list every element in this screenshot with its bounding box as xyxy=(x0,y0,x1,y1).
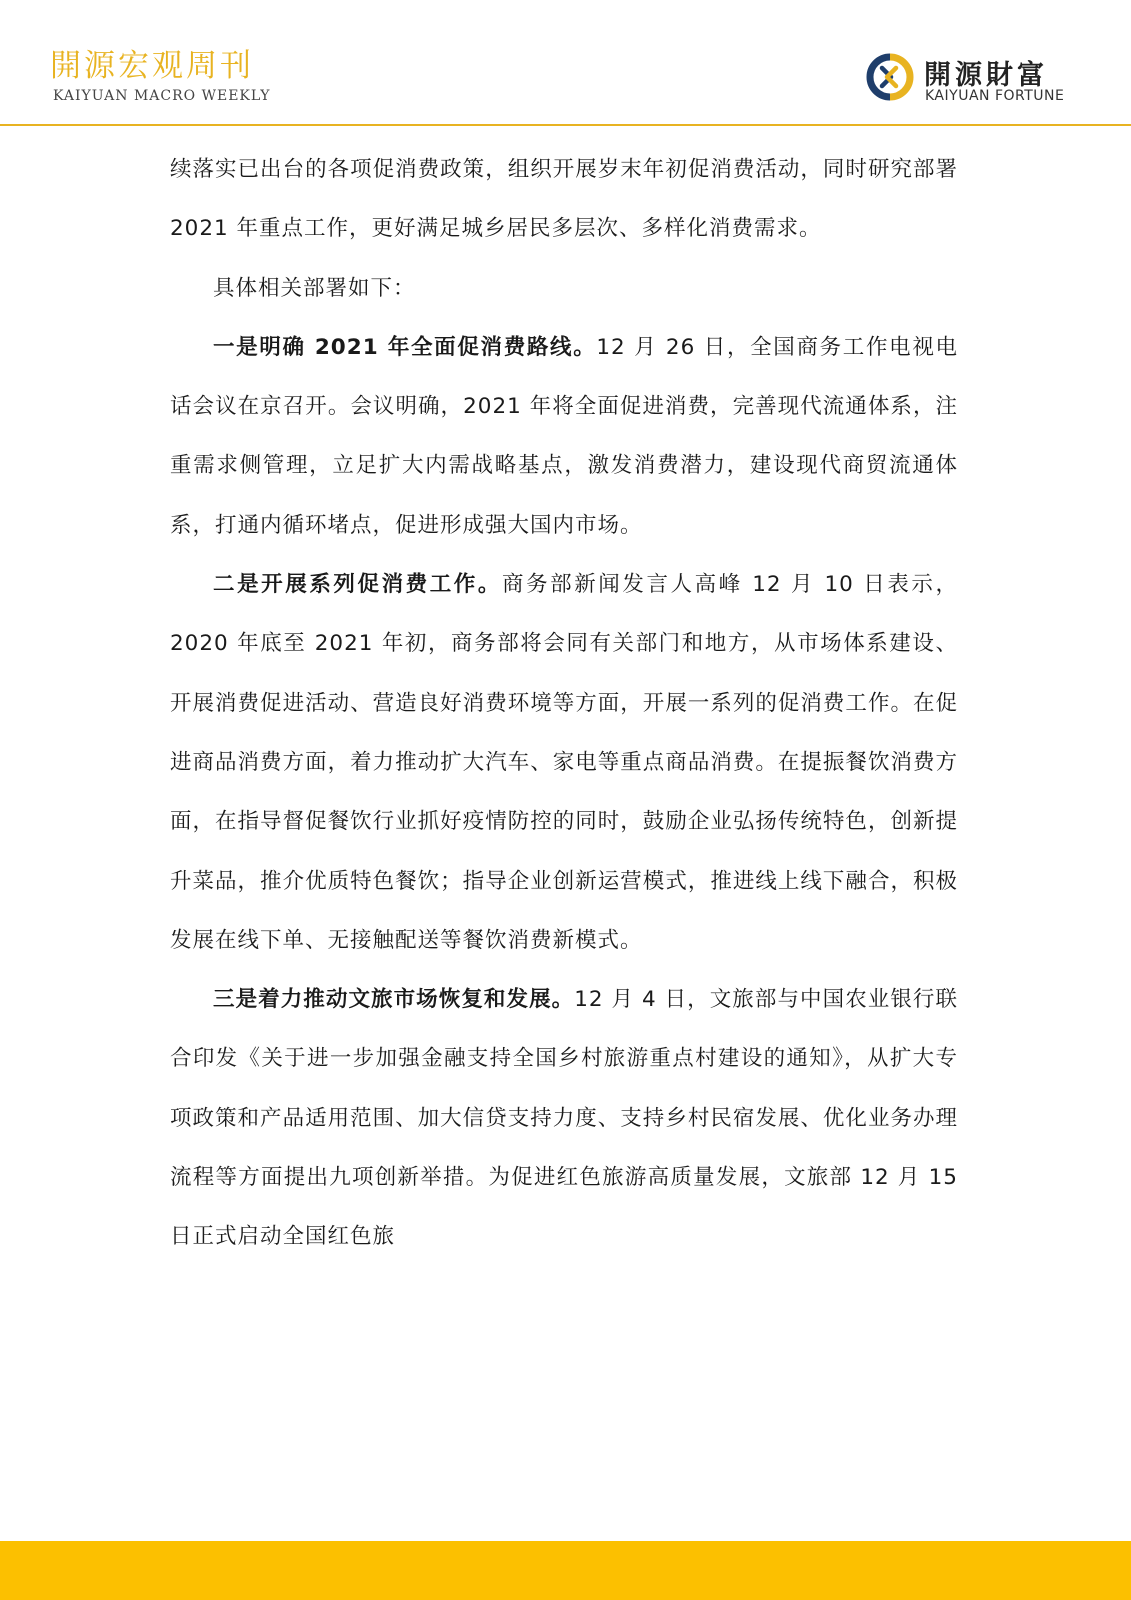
paragraph-continuation: 续落实已出台的各项促消费政策，组织开展岁末年初促消费活动，同时研究部署 2021 年重点工作，更好满足城乡居民多层次、多样化消费需求。 xyxy=(170,157,958,242)
header-divider xyxy=(0,124,1131,126)
paragraph-point-2 xyxy=(170,555,958,970)
page-header xyxy=(0,0,1131,126)
paragraph-point-3 xyxy=(170,970,958,1266)
footer-bar xyxy=(0,1541,1131,1600)
kaiyuan-logo-icon xyxy=(866,53,914,101)
logo-name-cn: 開源財富 xyxy=(924,60,1048,91)
logo-name-en: KAIYUAN FORTUNE xyxy=(925,88,1065,104)
company-logo xyxy=(866,50,1106,110)
point-1-heading: 一是明确 2021 年全面促消费路线。 xyxy=(213,334,597,360)
point-3-heading: 三是着力推动文旅市场恢复和发展。 xyxy=(213,987,575,1013)
publication-title: 開源宏观周刊 xyxy=(50,48,254,84)
point-1-text: 12 月 26 日，全国商务工作电视电话会议在京召开。会议明确，2021 年将全面促进消费，完善现代流通体系，注重需求侧管理，立足扩大内需战略基点，激发消费潜力，建设现代商贸流通体系，打通内循环堵点，促进形成强大国内市场。 xyxy=(170,334,958,538)
paragraph-point-1 xyxy=(170,318,958,555)
paragraph-intro: 具体相关部署如下： xyxy=(213,275,416,301)
publication-title-en: KAIYUAN MACRO WEEKLY xyxy=(53,88,271,104)
point-2-text: 商务部新闻发言人高峰 12 月 10 日表示，2020 年底至 2021 年初，商务部将会同有关部门和地方，从市场体系建设、开展消费促进活动、营造良好消费环境等方面，开展一系列的促消费工作。在促进商品消费方面，着力推动扩大汽车、家电等重点商品消费。在提振餐饮消费方面，在指导督促餐饮行业抓好疫情防控的同时，鼓励企业弘扬传统特色，创新提升菜品，推介优质特色餐饮；指导企业创新运营模式，推进线上线下融合，积极发展在线下单、无接触配送等餐饮消费新模式。 xyxy=(170,572,958,953)
article-body xyxy=(170,140,958,1267)
point-3-text: 12 月 4 日，文旅部与中国农业银行联合印发《关于进一步加强金融支持全国乡村旅游重点村建设的通知》，从扩大专项政策和产品适用范围、加大信贷支持力度、支持乡村民宿发展、优化业务办理流程等方面提出九项创新举措。为促进红色旅游高质量发展，文旅部 12 月 15 日正式启动全国红色旅 xyxy=(170,987,958,1250)
point-2-heading: 二是开展系列促消费工作。 xyxy=(213,572,502,598)
